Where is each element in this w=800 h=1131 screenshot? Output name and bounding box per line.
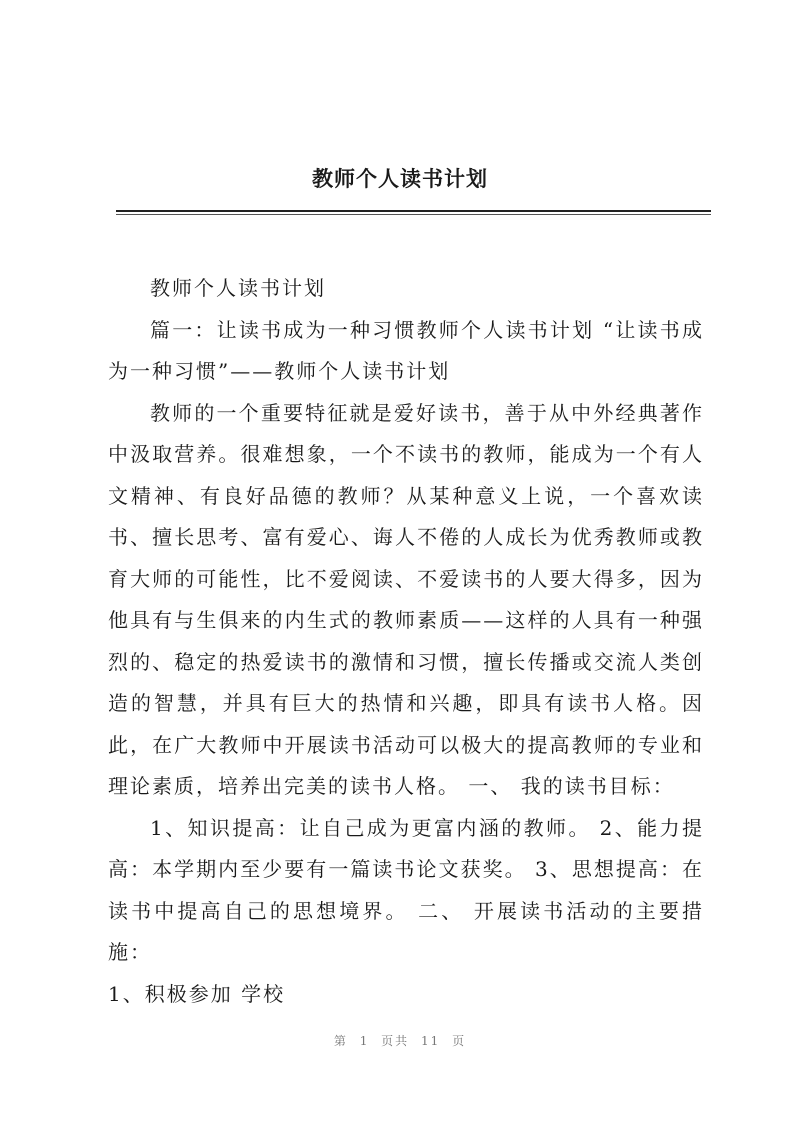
document-body [108,268,704,1015]
paragraph-introduction: 教师的一个重要特征就是爱好读书，善于从中外经典著作中汲取营养。很难想象，一个不读书的教师，能成为一个有人文精神、有良好品德的教师？从某种意义上说，一个喜欢读书、擅长思考、富有爱心、诲人不倦的人成长为优秀教师或教育大师的可能性，比不爱阅读、不爱读书的人要大得多，因为他具有与生俱来的内生式的教师素质——这样的人具有一种强烈的、稳定的热爱读书的激情和习惯，擅长传播或交流人类创造的智慧，并具有巨大的热情和兴趣，即具有读书人格。因此，在广大教师中开展读书活动可以极大的提高教师的专业和理论素质，培养出完美的读书人格。 一、 我的读书目标： [108,400,704,798]
paragraph-chapter-title: 篇一：让读书成为一种习惯教师个人读书计划 “让读书成为一种习惯”——教师个人读书计划 [108,317,704,383]
page-title: 教师个人读书计划 [312,166,488,191]
title-divider-thin [116,214,711,215]
page-footer: 第 1 页共 11 页 [333,1034,467,1048]
title-divider [116,210,711,212]
paragraph-measures: 1、积极参加 学校 [108,981,286,1006]
paragraph-goals: 1、知识提高：让自己成为更富内涵的教师。 2、能力提高：本学期内至少要有一篇读书论文获奖。 3、思想提高：在读书中提高自己的思想境界。 二、 开展读书活动的主要措施： [108,815,704,964]
paragraph-heading: 教师个人读书计划 [150,276,326,300]
